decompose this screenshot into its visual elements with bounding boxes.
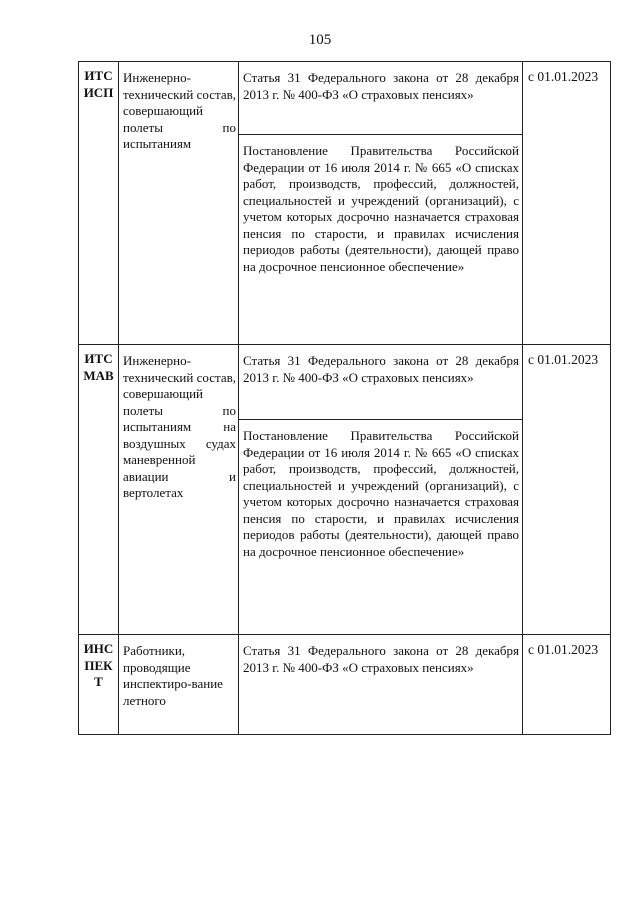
row-date: [523, 635, 611, 735]
legal-reference: Постановление Правительства Российской Федерации от 16 июля 2014 г. № 665 «О списках работ, производств, профессий, должностей, специальностей и учреждений (организаций), с учетом которых досрочно назначается страховая пенсия по старости, и правилах исчисления периодов работы (деятельности), дающей право на досрочное пенсионное обеспечение»: [239, 134, 522, 275]
row-code: ИТС ИСП: [79, 62, 119, 345]
row-documents: [239, 635, 523, 735]
description-text: Инженерно-технический состав, совершающий полеты по испытаниям: [123, 70, 236, 151]
legal-reference: Статья 31 Федерального закона от 28 декабря 2013 г. № 400-ФЗ «О страховых пенсиях»: [243, 643, 519, 675]
effective-date: с 01.01.2023: [528, 69, 599, 84]
legal-reference: Статья 31 Федерального закона от 28 декабря 2013 г. № 400-ФЗ «О страховых пенсиях»: [243, 353, 519, 385]
legal-reference: Постановление Правительства Российской Федерации от 16 июля 2014 г. № 665 «О списках работ, производств, профессий, должностей, специальностей и учреждений (организаций), с учетом которых досрочно назначается страховая пенсия по старости, и правилах исчисления периодов работы (деятельности), дающей право на досрочное пенсионное обеспечение»: [239, 419, 522, 560]
effective-date: с 01.01.2023: [528, 642, 599, 657]
row-date: [523, 62, 611, 345]
row-description: [119, 345, 239, 635]
table-row: [79, 62, 611, 345]
table-row: [79, 635, 611, 735]
effective-date: с 01.01.2023: [528, 352, 599, 367]
description-text: Инженерно-технический состав, совершающий полеты по испытаниям на воздушных судах маневренной авиации и вертолетах: [123, 353, 236, 500]
table-row: [79, 345, 611, 635]
row-documents: [239, 62, 523, 345]
row-documents: [239, 345, 523, 635]
row-code: ИНС ПЕК Т: [79, 635, 119, 735]
row-description: [119, 62, 239, 345]
page-number: 105: [308, 32, 332, 48]
row-code: ИТС МАВ: [79, 345, 119, 635]
row-description: [119, 635, 239, 735]
legal-reference: Статья 31 Федерального закона от 28 декабря 2013 г. № 400-ФЗ «О страховых пенсиях»: [243, 70, 519, 102]
row-date: [523, 345, 611, 635]
description-text: Работники, проводящие инспектиро-вание летного: [123, 643, 223, 708]
document-table: [78, 61, 611, 735]
